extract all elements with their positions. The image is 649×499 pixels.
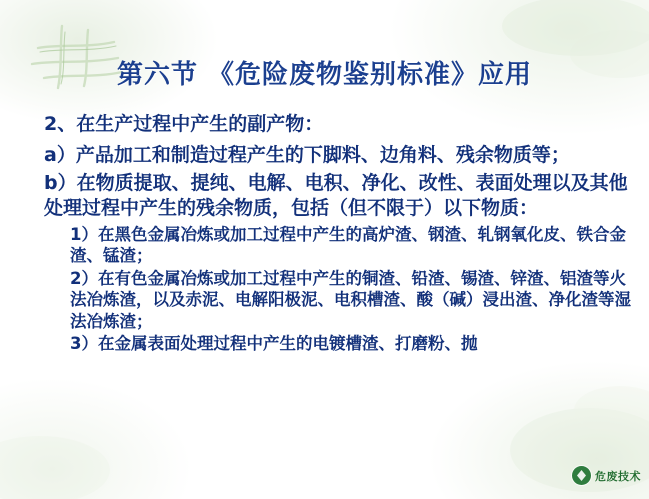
decorative-wash-bottomleft [0, 400, 160, 499]
slide-title: 第六节 《危险废物鉴别标准》应用 [116, 60, 533, 90]
bullet-marker: 3） [70, 334, 98, 354]
bullet-level3 [44, 224, 635, 267]
bullet-marker: 1） [70, 224, 98, 244]
bullet-text: 在金属表面处理过程中产生的电镀槽渣、打磨粉、抛 [97, 334, 478, 354]
bullet-marker: a） [44, 143, 76, 166]
bullet-marker: b） [44, 171, 77, 194]
bullet-text: 在有色金属冶炼或加工过程中产生的铜渣、铅渣、锡渣、锌渣、铝渣等火法冶炼渣，以及赤泥、电解阳极泥、电积槽渣、酸（碱）浸出渣、净化渣等湿法冶炼渣； [70, 268, 631, 331]
bullet-marker: 2） [70, 268, 98, 288]
bullet-text: 产品加工和制造过程产生的下脚料、边角料、残余物质等； [75, 143, 570, 166]
bullet-text: 在生产过程中产生的副产物： [76, 113, 324, 135]
bullet-level2 [44, 171, 635, 221]
slide-body [44, 112, 635, 356]
leaf-badge-icon [572, 466, 591, 485]
bullet-level1 [44, 112, 635, 138]
bullet-text: 在黑色金属冶炼或加工过程中产生的高炉渣、钢渣、轧钢氧化皮、铁合金渣、锰渣； [70, 224, 626, 266]
bullet-level3 [44, 268, 635, 332]
bullet-text: 在物质提取、提纯、电解、电积、净化、改性、表面处理以及其他处理过程中产生的残余物质，包括（但不限于）以下物质： [44, 171, 628, 219]
bullet-level3 [44, 333, 635, 354]
bullet-marker: 2、 [44, 113, 77, 135]
watermark-label: 危废技术 [595, 469, 641, 483]
watermark-logo [572, 466, 641, 485]
bullet-level2 [44, 143, 635, 168]
